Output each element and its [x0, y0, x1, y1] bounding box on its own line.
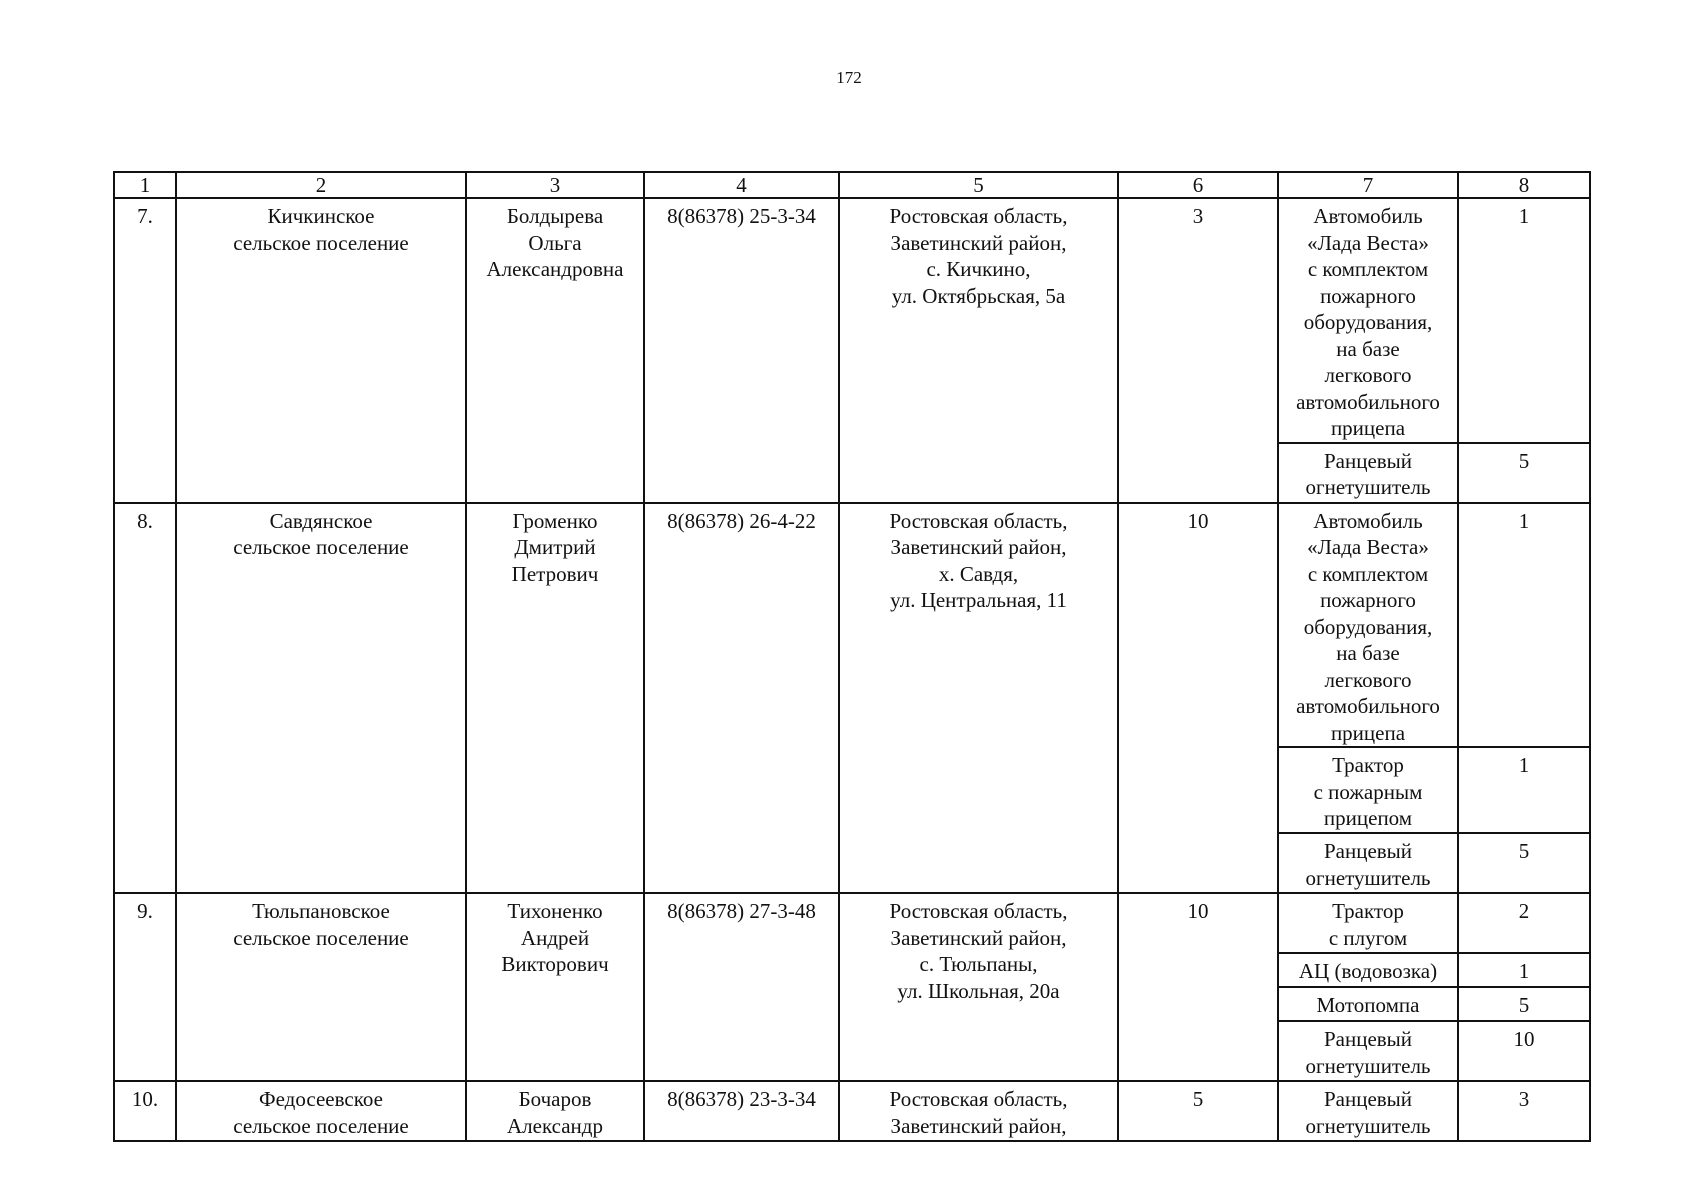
equipment-cell: АЦ (водовозка) — [1278, 953, 1458, 987]
equipment-cell: Ранцевый огнетушитель — [1278, 1081, 1458, 1141]
equipment-cell: Трактор с плугом — [1278, 893, 1458, 953]
quantity-cell: 2 — [1458, 893, 1590, 953]
row-number-cell: 10. — [114, 1081, 176, 1141]
head-name-cell: Громенко Дмитрий Петрович — [466, 503, 644, 894]
page-number: 172 — [836, 68, 862, 87]
equipment-table — [113, 171, 1591, 1142]
address-cell: Ростовская область, Заветинский район, х. Савдя, ул. Центральная, 11 — [839, 503, 1118, 894]
head-name-cell: Тихоненко Андрей Викторович — [466, 893, 644, 1081]
equipment-cell: Ранцевый огнетушитель — [1278, 833, 1458, 893]
column-number: 5 — [839, 172, 1118, 198]
row-number-cell: 9. — [114, 893, 176, 1081]
equipment-cell: Ранцевый огнетушитель — [1278, 1021, 1458, 1081]
address-cell: Ростовская область, Заветинский район, с. Кичкино, ул. Октябрьская, 5а — [839, 198, 1118, 503]
column-number: 2 — [176, 172, 466, 198]
settlement-cell: Савдянское сельское поселение — [176, 503, 466, 894]
column-number-row — [114, 172, 1590, 198]
table-row — [114, 893, 1590, 953]
column-number: 1 — [114, 172, 176, 198]
quantity-cell: 1 — [1458, 953, 1590, 987]
head-name-cell: Болдырева Ольга Александровна — [466, 198, 644, 503]
quantity-cell: 1 — [1458, 198, 1590, 443]
phone-cell: 8(86378) 27-3-48 — [644, 893, 839, 1081]
column-number: 6 — [1118, 172, 1278, 198]
row-number-cell: 7. — [114, 198, 176, 503]
table-row — [114, 198, 1590, 443]
phone-cell: 8(86378) 23-3-34 — [644, 1081, 839, 1141]
column-number: 7 — [1278, 172, 1458, 198]
equipment-cell: Мотопомпа — [1278, 987, 1458, 1021]
count-cell: 10 — [1118, 893, 1278, 1081]
equipment-cell: Трактор с пожарным прицепом — [1278, 747, 1458, 833]
count-cell: 3 — [1118, 198, 1278, 503]
settlement-cell: Кичкинское сельское поселение — [176, 198, 466, 503]
table-row — [114, 503, 1590, 748]
row-number-cell: 8. — [114, 503, 176, 894]
count-cell: 5 — [1118, 1081, 1278, 1141]
phone-cell: 8(86378) 25-3-34 — [644, 198, 839, 503]
settlement-cell: Федосеевское сельское поселение — [176, 1081, 466, 1141]
head-name-cell: Бочаров Александр — [466, 1081, 644, 1141]
quantity-cell: 5 — [1458, 443, 1590, 503]
quantity-cell: 10 — [1458, 1021, 1590, 1081]
equipment-cell: Автомобиль «Лада Веста» с комплектом пожарного оборудования, на базе легкового автомобильного прицепа — [1278, 198, 1458, 443]
quantity-cell: 5 — [1458, 833, 1590, 893]
quantity-cell: 1 — [1458, 503, 1590, 748]
phone-cell: 8(86378) 26-4-22 — [644, 503, 839, 894]
equipment-cell: Автомобиль «Лада Веста» с комплектом пожарного оборудования, на базе легкового автомобильного прицепа — [1278, 503, 1458, 748]
column-number: 4 — [644, 172, 839, 198]
settlement-cell: Тюльпановское сельское поселение — [176, 893, 466, 1081]
column-number: 8 — [1458, 172, 1590, 198]
count-cell: 10 — [1118, 503, 1278, 894]
column-number: 3 — [466, 172, 644, 198]
table-row — [114, 1081, 1590, 1141]
address-cell: Ростовская область, Заветинский район, — [839, 1081, 1118, 1141]
quantity-cell: 1 — [1458, 747, 1590, 833]
quantity-cell: 3 — [1458, 1081, 1590, 1141]
address-cell: Ростовская область, Заветинский район, с. Тюльпаны, ул. Школьная, 20а — [839, 893, 1118, 1081]
quantity-cell: 5 — [1458, 987, 1590, 1021]
equipment-cell: Ранцевый огнетушитель — [1278, 443, 1458, 503]
